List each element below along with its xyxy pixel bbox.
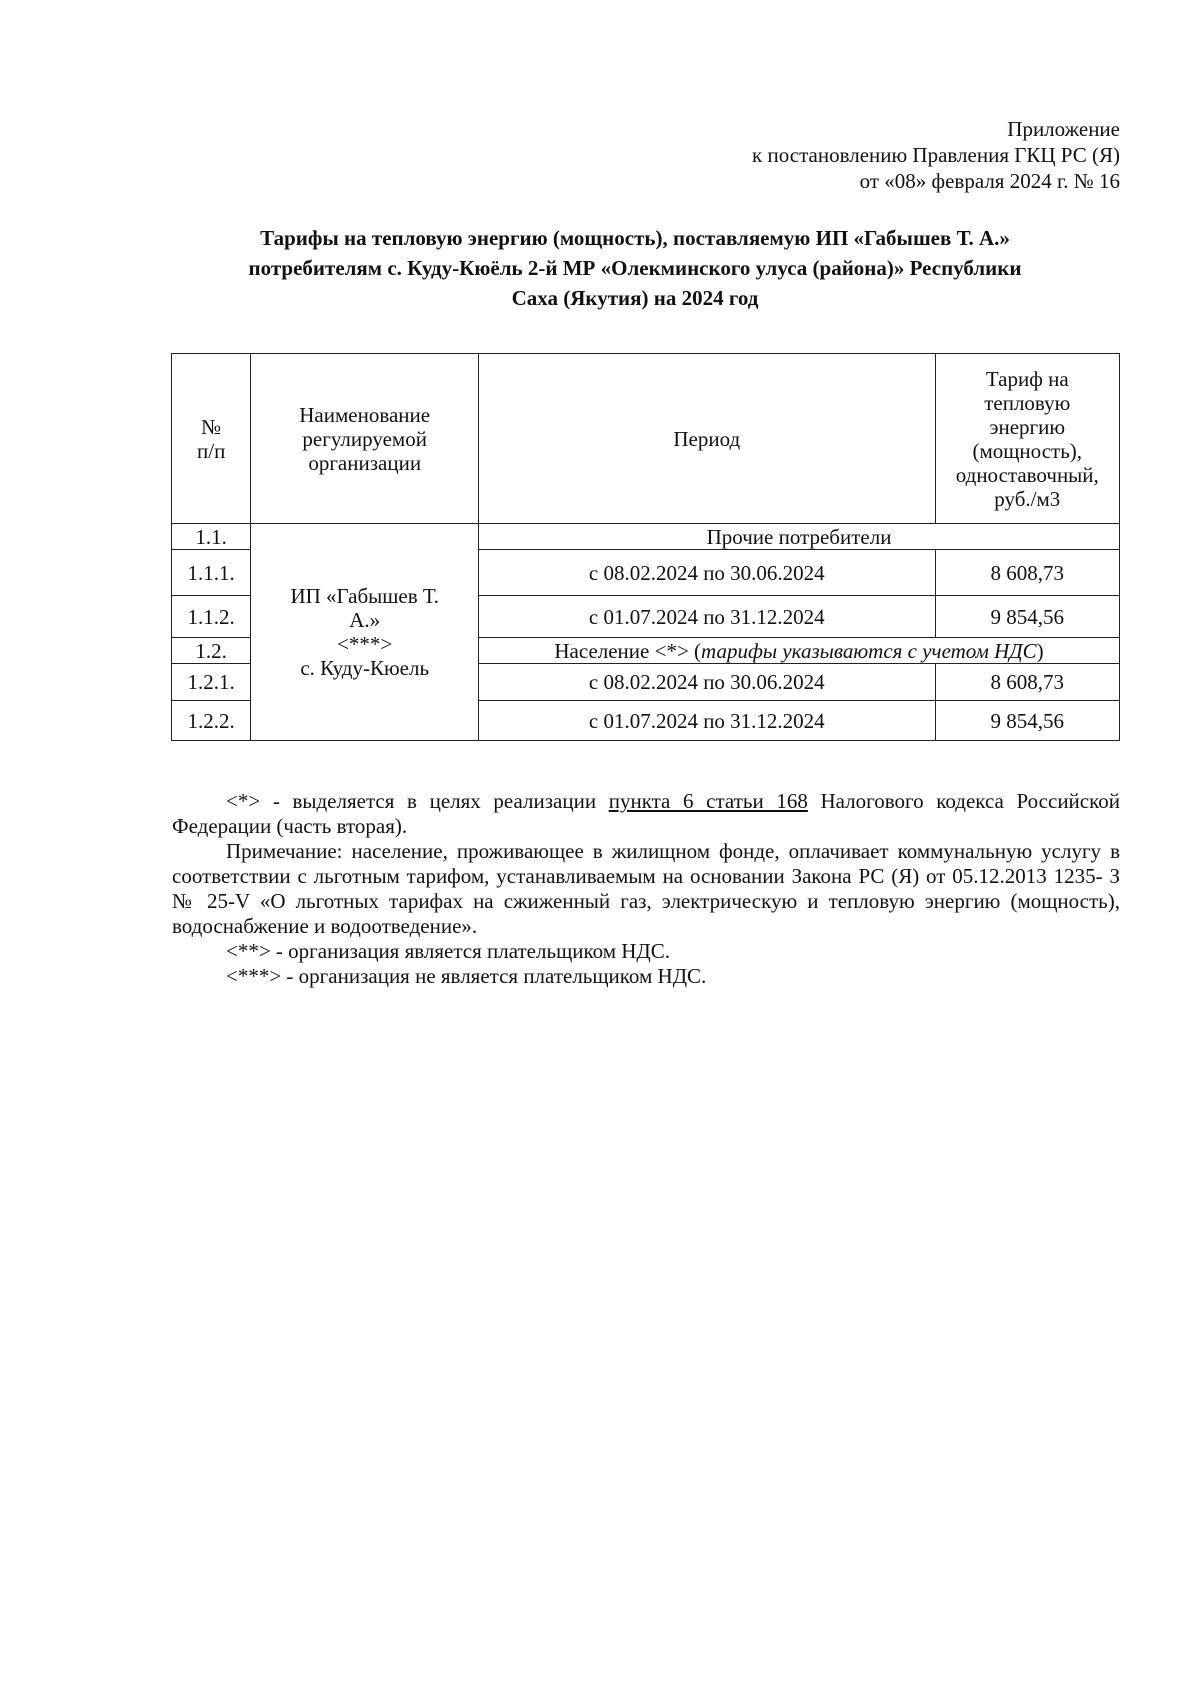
footnote-vat-payer: <**> - организация является плательщиком НДС.: [226, 939, 670, 963]
table-header-row: [172, 354, 1120, 524]
header-number: № п/п: [172, 354, 251, 524]
row-period: с 08.02.2024 по 30.06.2024: [479, 664, 935, 701]
row-period: с 01.07.2024 по 31.12.2024: [479, 701, 935, 741]
row-tariff: 8 608,73: [935, 550, 1119, 596]
row-number: 1.2.: [172, 638, 251, 664]
header-tariff: Тариф на тепловую энергию (мощность), одноставочный, руб./м3: [935, 354, 1119, 524]
row-tariff: 9 854,56: [935, 701, 1119, 741]
row-number: 1.2.1.: [172, 664, 251, 701]
appendix-line-1: Приложение: [1007, 117, 1120, 141]
appendix-line-3: от «08» февраля 2024 г. № 16: [859, 169, 1120, 193]
table-row-group-other: [172, 524, 1120, 550]
appendix-header: [752, 116, 1120, 194]
group-label: Население <*> (тарифы указываются с учетом НДС): [479, 638, 1120, 664]
tariff-table: [171, 353, 1120, 741]
vat-note-italic: тарифы указываются с учетом НДС: [701, 638, 1037, 663]
footnote-vat: <*> - выделяется в целях реализации пункта 6 статьи 168 Налогового кодекса Российской Федерации (часть вторая).: [172, 789, 1120, 838]
row-period: с 08.02.2024 по 30.06.2024: [479, 550, 935, 596]
organization-cell: ИП «Габышев Т. А.» <***> с. Куду-Кюель: [251, 524, 479, 741]
row-tariff: 9 854,56: [935, 596, 1119, 638]
footnote-non-vat-payer: <***> - организация не является плательщиком НДС.: [226, 964, 707, 988]
document-title: [180, 223, 1090, 313]
group-label: Прочие потребители: [479, 524, 1120, 550]
title-line-2: потребителям с. Куду-Кюёль 2-й МР «Олекминского улуса (района)» Республики: [248, 256, 1022, 280]
appendix-line-2: к постановлению Правления ГКЦ РС (Я): [752, 143, 1120, 167]
header-organization: Наименование регулируемой организации: [251, 354, 479, 524]
row-tariff: 8 608,73: [935, 664, 1119, 701]
law-article-link[interactable]: пункта 6 статьи 168: [608, 789, 808, 813]
title-line-3: Саха (Якутия) на 2024 год: [511, 286, 759, 310]
row-period: с 01.07.2024 по 31.12.2024: [479, 596, 935, 638]
row-number: 1.1.: [172, 524, 251, 550]
title-line-1: Тарифы на тепловую энергию (мощность), поставляемую ИП «Габышев Т. А.»: [260, 226, 1010, 250]
footnote-remark: Примечание: население, проживающее в жилищном фонде, оплачивает коммунальную услугу в соответствии с льготным тарифом, устанавливаемым на основании Закона РС (Я) от 05.12.2013 1235- З № 25-V «О льготных тарифах на сжиженный газ, электрическую и тепловую энергию (мощность), водоснабжение и водоотведение».: [172, 839, 1120, 938]
footnotes: [172, 789, 1120, 989]
row-number: 1.1.1.: [172, 550, 251, 596]
header-period: Период: [479, 354, 935, 524]
row-number: 1.2.2.: [172, 701, 251, 741]
row-number: 1.1.2.: [172, 596, 251, 638]
